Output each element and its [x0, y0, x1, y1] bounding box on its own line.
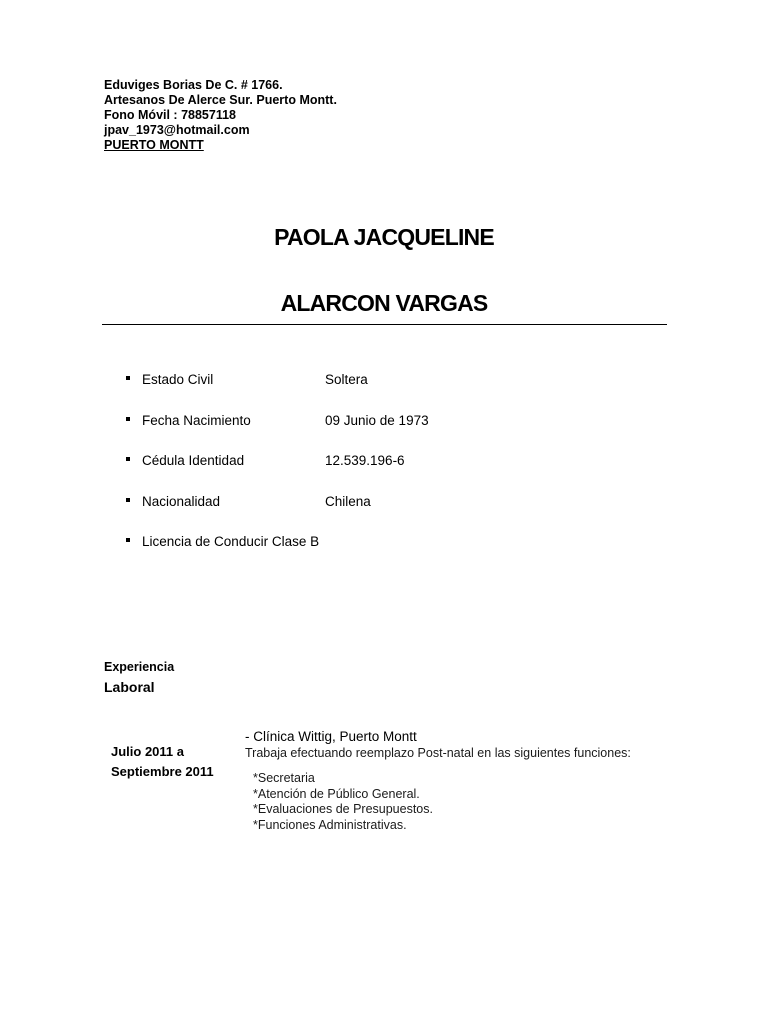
info-value: 12.539.196-6: [325, 453, 405, 468]
info-value: Soltera: [325, 372, 368, 387]
info-value: 09 Junio de 1973: [325, 412, 429, 428]
square-bullet-icon: [126, 376, 130, 380]
info-label: Cédula Identidad: [142, 453, 245, 468]
address-line-1: Eduviges Borias De C. # 1766.: [104, 78, 283, 92]
job-date-range: [111, 742, 214, 782]
square-bullet-icon: [126, 417, 130, 421]
section-title-line-1: Experiencia: [104, 660, 175, 674]
job-entry: [245, 728, 631, 833]
section-title-line-2: Laboral: [104, 679, 155, 695]
info-label: Licencia de Conducir Clase B: [142, 534, 320, 549]
square-bullet-icon: [126, 538, 130, 542]
duty-item: *Funciones Administrativas.: [253, 817, 407, 832]
job-start-date: Julio 2011 a: [111, 744, 184, 759]
info-label: Estado Civil: [142, 372, 214, 387]
phone-number: Fono Móvil : 78857118: [104, 108, 236, 122]
address-line-2: Artesanos De Alerce Sur. Puerto Montt.: [104, 93, 337, 107]
job-end-date: Septiembre 2011: [111, 764, 214, 779]
email-address: jpav_1973@hotmail.com: [104, 123, 250, 137]
contact-block: [104, 78, 337, 153]
first-name-heading: PAOLA JACQUELINE: [274, 224, 494, 250]
info-label: Nacionalidad: [142, 493, 221, 509]
city-name: PUERTO MONTT: [104, 138, 204, 152]
duty-item: *Atención de Público General.: [253, 786, 420, 801]
duty-item: *Evaluaciones de Presupuestos.: [253, 802, 433, 816]
horizontal-divider: [102, 324, 667, 325]
job-description: Trabaja efectuando reemplazo Post-natal en las siguientes funciones:: [245, 746, 631, 760]
duty-item: *Secretaria: [253, 771, 315, 785]
last-name-heading: ALARCON VARGAS: [280, 290, 488, 316]
employer-name: - Clínica Wittig, Puerto Montt: [245, 729, 417, 744]
duties-list: [253, 771, 631, 833]
square-bullet-icon: [126, 457, 130, 461]
info-value: Chilena: [325, 493, 371, 509]
experience-section-title: [104, 657, 174, 697]
square-bullet-icon: [126, 498, 130, 502]
info-label: Fecha Nacimiento: [142, 412, 251, 428]
